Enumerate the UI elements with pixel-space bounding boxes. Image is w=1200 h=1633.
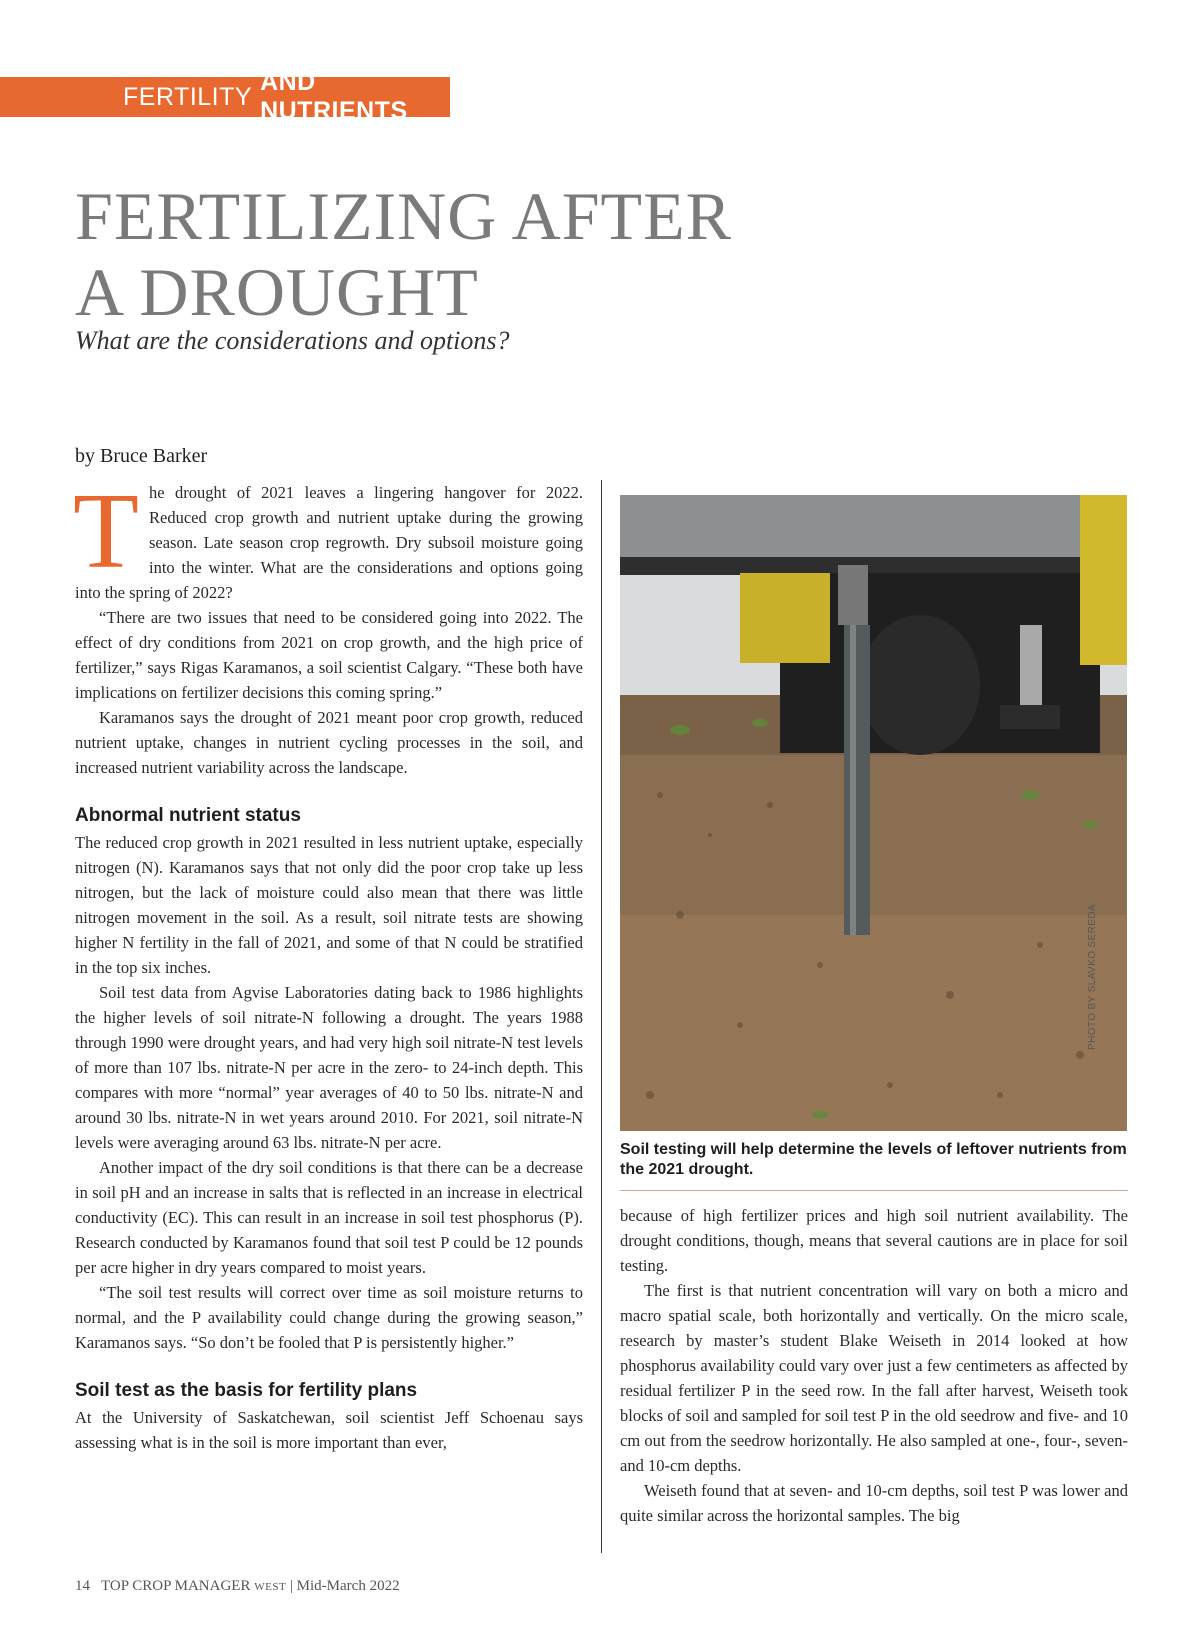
section-banner (0, 68, 450, 125)
subheading: Soil test as the basis for fertility plans (75, 1380, 418, 1401)
paragraph: Weiseth found that at seven- and 10-cm depths, soil test P was lower and quite similar across the horizontal samples. The big (620, 1481, 1128, 1525)
article-headline (75, 178, 732, 330)
byline: by Bruce Barker (75, 445, 208, 467)
paragraph: Another impact of the dry soil conditions is that there can be a decrease in soil pH and an increase in salts that is reflected in an increase in electrical conductivity (EC). This can result in an increase in soil test phosphorus (P). Research conducted by Karamanos found that soil test P could be 12 pounds per acre higher in dry years compared to moist years. (75, 1158, 583, 1277)
caption-rule (620, 1190, 1128, 1191)
photo-credit: PHOTO BY SLAVKO SEREDA (1087, 903, 1098, 1050)
paragraph: because of high fertilizer prices and high soil nutrient availability. The drought conditions, though, means that several cautions are in place for soil testing. (620, 1206, 1128, 1275)
magazine-name: TOP CROP MANAGER (100, 1578, 251, 1594)
headline-line-2: A DROUGHT (75, 254, 479, 330)
subheading: Abnormal nutrient status (75, 805, 301, 826)
magazine-edition: WEST (254, 1581, 287, 1593)
soil-probe-photo (620, 495, 1127, 1131)
paragraph: “The soil test results will correct over time as soil moisture returns to normal, and the P availability could change during the growing season,” Karamanos says. “So don’t be fooled that P is persistently higher.” (75, 1283, 583, 1352)
left-column (73, 472, 583, 1455)
paragraph: At the University of Saskatchewan, soil scientist Jeff Schoenau says assessing what is in the soil is more important than ever, (75, 1408, 583, 1452)
paragraph: The first is that nutrient concentration will vary on both a micro and macro spatial scale, both horizontally and vertically. On the micro scale, research by master’s student Blake Weiseth in 2014 looked at how phosphorus availability could vary over just a few centimeters as affected by residual fertilizer P in the seed row. In the fall after harvest, Weiseth took blocks of soil and sampled for soil test P in the old seedrow and five- and 10 cm out from the seedrow horizontally. He also sampled at one-, four-, seven- and 10-cm depths. (620, 1281, 1128, 1475)
paragraph: Karamanos says the drought of 2021 meant poor crop growth, reduced nutrient uptake, changes in nutrient cycling processes in the soil, and increased nutrient variability across the landscape. (75, 708, 583, 777)
headline-line-1: FERTILIZING AFTER (75, 178, 732, 254)
paragraph-text: he drought of 2021 leaves a lingering hangover for 2022. Reduced crop growth and nutrient uptake during the growing season. Late season crop regrowth. Dry subsoil moisture going into the winter. What are the considerations and options going into the spring of 2022? (75, 483, 583, 602)
section-label-bold: AND NUTRIENTS (260, 68, 408, 125)
article-deck: What are the considerations and options? (75, 326, 510, 355)
section-label-light: FERTILITY (123, 82, 253, 111)
photo-illustration (620, 495, 1127, 1131)
right-column (620, 1203, 1128, 1528)
page-number: 14 (75, 1578, 90, 1594)
paragraph (73, 472, 583, 605)
page-footer (75, 1578, 400, 1595)
photo-caption: Soil testing will help determine the levels of leftover nutrients from the 2021 drought. (620, 1141, 1127, 1178)
paragraph: The reduced crop growth in 2021 resulted in less nutrient uptake, especially nitrogen (N). Karamanos says that not only did the poor crop take up less nitrogen, but the lack of moisture could also mean that there was little nitrogen movement in the soil. As a result, soil nitrate tests are showing higher N fertility in the fall of 2021, and some of that N could be stratified in the top six inches. (75, 833, 583, 977)
paragraph: Soil test data from Agvise Laboratories dating back to 1986 highlights the higher levels of soil nitrate-N following a drought. The years 1988 through 1990 were drought years, and had very high soil nitrate-N test levels of more than 107 lbs. nitrate-N per acre in the zero- to 24-inch depth. This compares with more “normal” year averages of 40 to 50 lbs. nitrate-N and around 30 lbs. nitrate-N in wet years around 2010. For 2021, soil nitrate-N levels were averaging around 63 lbs. nitrate-N per acre. (75, 983, 583, 1152)
column-divider (601, 480, 602, 1553)
issue-date: | Mid-March 2022 (289, 1578, 400, 1594)
drop-cap: T (73, 472, 139, 591)
paragraph: “There are two issues that need to be considered going into 2022. The effect of dry conditions from 2021 on crop growth, and the high price of fertilizer,” says Rigas Karamanos, a soil scientist Calgary. “These both have implications on fertilizer decisions this coming spring.” (75, 608, 583, 702)
